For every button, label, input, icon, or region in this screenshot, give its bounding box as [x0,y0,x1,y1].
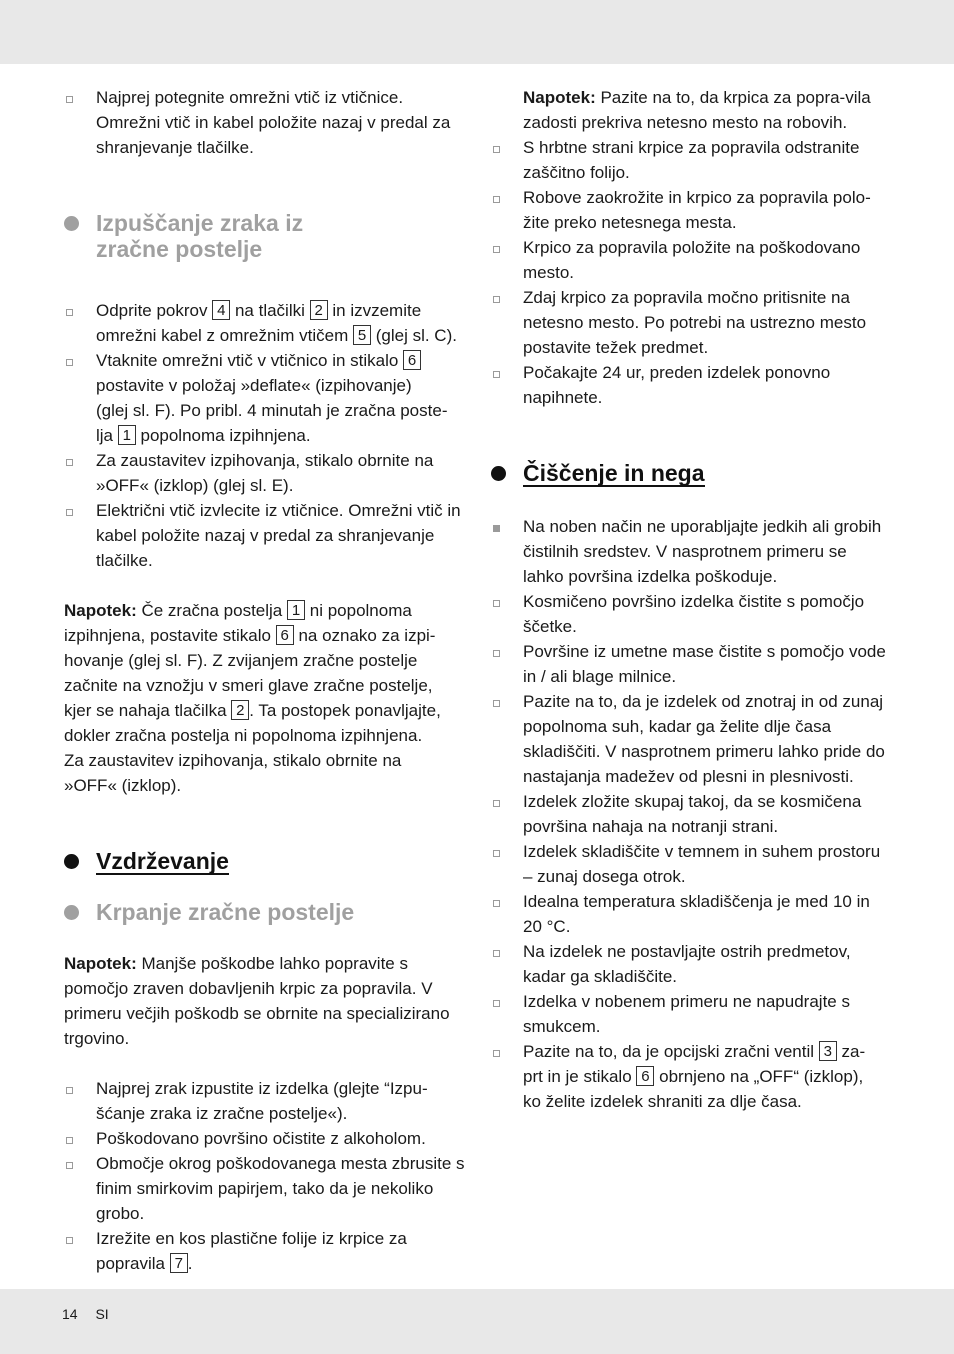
list-item [491,689,893,789]
text-segment: na oznako za izpi- [298,626,436,645]
list-item-text: Izdelek skladiščite v temnem in suhem prostoru – zunaj dosega otrok. [523,842,881,886]
checkbox-bullet-icon [493,146,500,153]
part-number-box: 7 [170,1253,188,1273]
text-segment: popravila [96,1254,165,1273]
note-label: Napotek: [64,954,137,973]
intro-bullet-text: Najprej potegnite omrežni vtič iz vtičnice. Omrežni vtič in kabel položite nazaj v predal za shranjevanje tlačilke. [96,88,451,157]
list-item [64,85,456,160]
checkbox-bullet-icon [493,1000,500,1007]
right-column [491,85,891,1114]
text-segment: Za zaustavitev izpihovanja, stikalo obrnite na [64,751,402,770]
list-item-text: Območje okrog poškodovanega mesta zbrusite s finim smirkovim papirjem, tako da je nekoliko grobo. [96,1154,465,1223]
list-item-text: Površine iz umetne mase čistite s pomočjo vode in / ali blage milnice. [523,642,886,686]
checkbox-bullet-icon [493,371,500,378]
text-segment: lja [96,426,114,445]
list-item [491,639,891,689]
checkbox-bullet-icon [493,950,500,957]
text-segment: popolnoma izpihnjena. [140,426,311,445]
text-segment: ko želite izdelek shraniti za dlje časa. [523,1092,802,1111]
text-segment: in izvzemite [332,301,422,320]
note-text: Manjše poškodbe lahko popravite s pomočjo zraven dobavljenih krpic za popravila. V primeru večjih poškodb se obrnite na specializirano trgovino. [64,954,450,1048]
text-segment: hovanje (glej sl. F). Z zvijanjem zračne postelje [64,651,418,670]
text-segment: . Ta postopek ponavljajte, [249,701,441,720]
list-item-text: Krpico za popravila položite na poškodovano mesto. [523,238,861,282]
checkbox-bullet-icon [493,850,500,857]
checkbox-bullet-icon [493,800,500,807]
heading-text: Krpanje zračne postelje [96,899,355,925]
language-code: SI [95,1306,109,1322]
part-number-box: 2 [231,700,249,720]
text-segment: . [187,1254,193,1273]
checkbox-bullet-icon [66,1087,73,1094]
list-item-text: Električni vtič izvlecite iz vtičnice. Omrežni vtič in kabel položite nazaj v predal za shranjevanje tlačilke. [96,501,461,570]
list-item [64,1076,466,1126]
list-item [491,135,891,185]
left-column [64,85,466,1276]
checkbox-bullet-icon [66,1137,73,1144]
list-item [491,235,891,285]
heading-text: Vzdrževanje [96,848,229,874]
list-item [491,185,891,235]
checkbox-bullet-icon [66,359,73,366]
list-item [491,989,891,1039]
checkbox-bullet-icon [493,650,500,657]
list-item [64,348,466,448]
checkbox-bullet-icon [66,96,73,103]
list-item-text: Počakajte 24 ur, preden izdelek ponovno napihnete. [523,363,831,407]
list-item-text: Najprej zrak izpustite iz izdelka (glejte “Izpu-šćanje zraka iz zračne postelje«). [96,1079,428,1123]
checkbox-bullet-icon [493,246,500,253]
list-item-text: Robove zaokrožite in krpico za popravila polo-žite preko netesnega mesta. [523,188,871,232]
checkbox-bullet-icon [66,459,73,466]
text-segment: Izrežite en kos plastične folije iz krpice za [96,1229,407,1248]
checkbox-bullet-icon [66,509,73,516]
page-number: 14 [62,1306,78,1322]
text-segment: začnite na vznožju v smeri glave zračne postelje, [64,676,433,695]
part-number-box: 6 [403,350,421,370]
note-text: Pazite na to, da krpica za popra-vila zadosti prekriva netesno mesto na robovih. [523,88,871,132]
part-number-box: 1 [118,425,136,445]
list-item [64,298,466,348]
list-item-text: Izdelka v nobenem primeru ne napudrajte s smukcem. [523,992,850,1036]
list-item [491,789,891,839]
text-segment: postavite v položaj »deflate« (izpihovanje) [96,376,412,395]
list-item [491,285,891,360]
checkbox-bullet-icon [493,900,500,907]
text-segment: za- [841,1042,866,1061]
part-number-box: 6 [636,1066,654,1086]
list-item-text: Zdaj krpico za popravila močno pritisnite na netesno mesto. Po potrebi na ustrezno mesto postavite težek predmet. [523,288,867,357]
text-segment: prt in je stikalo [523,1067,632,1086]
heading-line-1: Izpuščanje zraka iz [96,210,304,236]
heading-dot-icon [64,905,79,920]
list-item [64,1226,466,1276]
list-item [64,1126,466,1151]
header-bar [0,0,954,64]
list-item [491,514,891,589]
list-item-text: Za zaustavitev izpihovanja, stikalo obrnite na »OFF« (izklop) (glej sl. E). [96,451,434,495]
text-segment: Če zračna postelja [141,601,283,620]
text-segment: Odprite pokrov [96,301,208,320]
section-heading-repair [64,899,466,925]
checkbox-bullet-icon [493,700,500,707]
text-segment: ni popolnoma [309,601,412,620]
text-segment: Pazite na to, da je opcijski zračni ventil [523,1042,815,1061]
part-number-box: 3 [819,1041,837,1061]
heading-dot-icon [64,854,79,869]
footer-bar [0,1289,954,1354]
note-paragraph [64,951,466,1051]
list-item [491,360,891,410]
part-number-box: 5 [353,325,371,345]
list-item-text: Kosmičeno površino izdelka čistite s pomočjo ščetke. [523,592,865,636]
text-segment: obrnjeno na „OFF“ (izklop), [659,1067,864,1086]
checkbox-bullet-icon [66,309,73,316]
checkbox-bullet-icon [66,1162,73,1169]
section-heading-maintenance [64,848,466,875]
list-item [64,498,466,573]
text-segment: na tlačilki [234,301,305,320]
text-segment: izpihnjena, postavite stikalo [64,626,271,645]
part-number-box: 2 [310,300,328,320]
list-item-text: Poškodovano površino očistite z alkoholom. [96,1129,426,1148]
checkbox-bullet-icon [493,600,500,607]
checkbox-bullet-icon [493,1050,500,1057]
note-label: Napotek: [64,601,137,620]
heading-text: Čiščenje in nega [523,460,705,486]
text-segment: omrežni kabel z omrežnim vtičem [96,326,349,345]
text-segment: kjer se nahaja tlačilka [64,701,227,720]
part-number-box: 1 [287,600,305,620]
list-item-text: Na noben način ne uporabljajte jedkih ali grobih čistilnih sredstev. V nasprotnem primeru se lahko površina izdelka poškoduje. [523,517,882,586]
heading-dot-icon [491,466,506,481]
list-item [491,839,891,889]
note-paragraph [491,85,891,135]
list-item [491,1039,891,1114]
list-item-text: Pazite na to, da je izdelek od znotraj in od zunaj popolnoma suh, kadar ga želite dlje časa skladiščiti. V nasprotnem primeru lahko pride do nastajanja madežev od plesni in plesnivosti. [523,692,885,786]
checkbox-bullet-icon [493,196,500,203]
heading-line-2: zračne postelje [96,236,263,262]
text-segment: (glej sl. F). Po pribl. 4 minutah je zračna poste- [96,401,448,420]
list-item [491,939,891,989]
part-number-box: 4 [212,300,230,320]
note-label: Napotek: [523,88,596,107]
list-item-text: Izdelek zložite skupaj takoj, da se kosmičena površina nahaja na notranji strani. [523,792,862,836]
text-segment: »OFF« (izklop). [64,776,182,795]
list-item [491,889,891,939]
page-footer [62,1306,123,1322]
list-item-text: S hrbtne strani krpice za popravila odstranite zaščitno folijo. [523,138,860,182]
text-segment: dokler zračna postelja ni popolnoma izpihnjena. [64,726,423,745]
section-heading-cleaning [491,460,891,487]
list-item [64,1151,466,1226]
part-number-box: 6 [276,625,294,645]
list-item [64,448,476,498]
text-segment: (glej sl. C). [375,326,457,345]
list-item-text: Idealna temperatura skladiščenja je med 10 in 20 °C. [523,892,870,936]
checkbox-bullet-icon [66,1237,73,1244]
list-item [491,589,891,639]
list-item-text: Na izdelek ne postavljajte ostrih predmetov, kadar ga skladiščite. [523,942,851,986]
checkbox-bullet-icon [493,296,500,303]
text-segment: Vtaknite omrežni vtič v vtičnico in stikalo [96,351,399,370]
heading-dot-icon [64,216,79,231]
warning-square-bullet-icon [493,525,500,532]
note-paragraph [64,598,466,798]
section-heading-deflate [64,210,466,262]
